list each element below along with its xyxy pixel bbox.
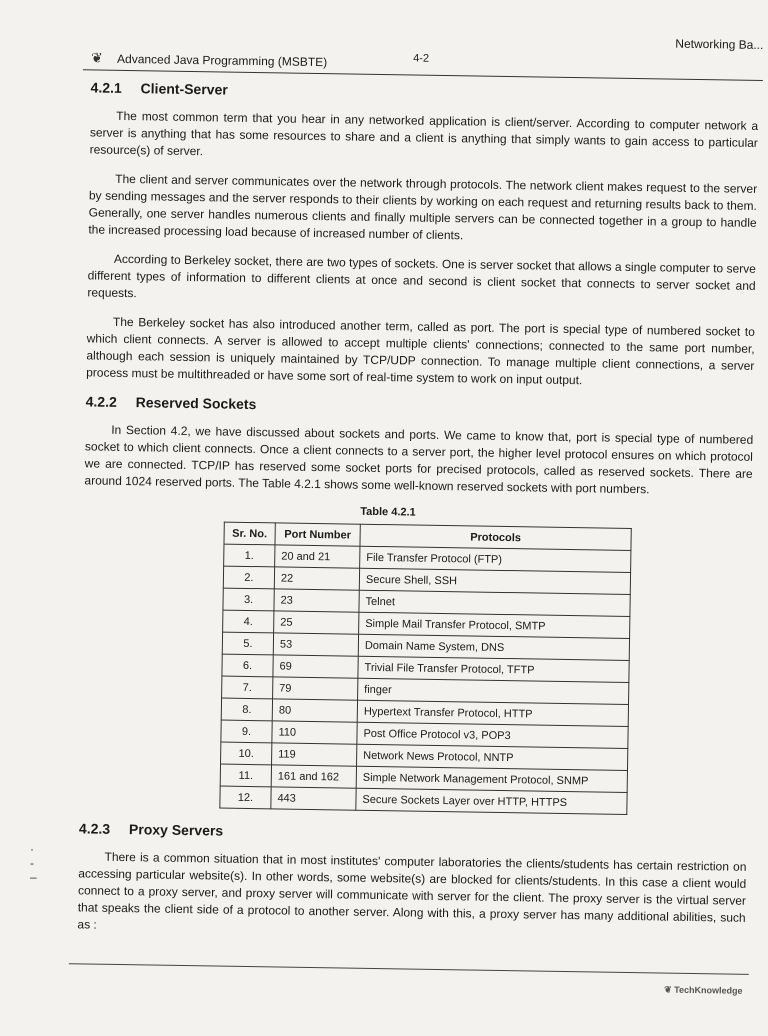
section-heading	[91, 79, 759, 105]
paragraph: There is a common situation that in most institutes' computer laboratories the clients/students has certain restriction on accessing particular website(s). In other words, some website(s) are blocked for clients/students. In this case a client would connect to a proxy server, and proxy server will communicate with server for the client. The proxy server is the virtual server that speaks the client side of a protocol to another server. Along with this, a proxy server has many additional abilities, such as :	[77, 849, 747, 932]
table-body	[220, 544, 631, 814]
section-heading	[86, 393, 754, 419]
protocol-cell: Network News Protocol, NNTP	[357, 744, 628, 770]
paragraph: According to Berkeley socket, there are two types of sockets. One is server socket that allows a single computer to serve different types of information to different clients at once and second is client socket that connects to server socket and requests.	[87, 251, 756, 301]
sr-no-cell: 5.	[222, 632, 273, 655]
publisher-emblem-icon: ❦	[90, 49, 103, 66]
port-number-cell: 53	[273, 633, 358, 656]
section-title: Client-Server	[140, 80, 228, 98]
port-number-cell: 25	[274, 611, 359, 634]
protocol-cell: Trivial File Transfer Protocol, TFTP	[358, 656, 629, 682]
sr-no-cell: 1.	[224, 544, 275, 567]
section-title: Proxy Servers	[128, 821, 224, 839]
table-caption: Table 4.2.1	[360, 505, 416, 519]
sr-no-cell: 10.	[221, 742, 272, 765]
running-header	[83, 36, 764, 81]
port-number-cell: 161 and 162	[271, 765, 356, 788]
port-number-cell: 443	[271, 787, 356, 810]
column-header: Sr. No.	[224, 522, 275, 545]
section-client-server	[86, 79, 759, 391]
publisher-logo: ❦ TechKnowledge	[664, 984, 743, 996]
section-proxy-servers	[77, 820, 747, 943]
protocol-cell: Secure Sockets Layer over HTTP, HTTPS	[356, 788, 627, 814]
port-number-cell: 22	[274, 567, 359, 590]
page-number: 4-2	[413, 52, 430, 65]
section-title: Reserved Sockets	[135, 394, 257, 413]
protocol-cell: finger	[358, 678, 629, 704]
sr-no-cell: 12.	[220, 786, 271, 809]
sr-no-cell: 11.	[220, 764, 271, 787]
paragraph: The most common term that you hear in any networked application is client/server. According to computer network a server is anything that has some resources to share and a client is anything that simply wants to gain access to particular resource(s) of server.	[89, 108, 759, 159]
paragraph: The client and server communicates over the network through protocols. The network client makes request to the server by sending messages and the server responds to their clients by working on each request and returning results back to them. Generally, one server handles numerous clients and finally multiple servers can be connected together in a group to handle the increased processing load because of increased number of clients.	[88, 171, 758, 243]
port-number-cell: 69	[273, 655, 358, 678]
reserved-sockets-table	[219, 522, 631, 815]
book-title: Advanced Java Programming (MSBTE)	[116, 51, 328, 70]
port-number-cell: 80	[272, 699, 357, 722]
protocol-cell: Domain Name System, DNS	[358, 634, 629, 660]
section-reserved-sockets	[79, 393, 753, 816]
column-header: Port Number	[275, 523, 360, 546]
protocol-cell: Post Office Protocol v3, POP3	[357, 722, 628, 748]
port-number-cell: 119	[272, 743, 357, 766]
paragraph: The Berkeley socket has also introduced another term, called as port. The port is special type of numbered socket to which client connects. A server is allowed to accept multiple clients' connections; connected to the same port number, although each session is uniquely maintained by TCP/UDP connection. To manage multiple client connections, a server process must be multithreaded or have some sort of real-time system to work on input output.	[86, 314, 755, 388]
section-number: 4.2.2	[85, 393, 117, 410]
protocol-cell: Hypertext Transfer Protocol, HTTP	[357, 700, 628, 726]
protocol-cell: Secure Shell, SSH	[359, 568, 630, 594]
sr-no-cell: 2.	[223, 566, 274, 589]
port-number-cell: 79	[273, 677, 358, 700]
protocol-cell: File Transfer Protocol (FTP)	[360, 546, 631, 572]
sr-no-cell: 8.	[221, 698, 272, 721]
section-number: 4.2.3	[78, 820, 111, 837]
sr-no-cell: 7.	[222, 676, 273, 699]
protocol-cell: Simple Network Management Protocol, SNMP	[356, 766, 627, 792]
paragraph: In Section 4.2, we have discussed about sockets and ports. We came to know that, port is special type of numbered socket to which client connects. Once a client connects to a server port, the higher level protocol ensures on which protocol we are connected. TCP/IP has reserved some socket ports for precised protocols, called as reserved sockets. There are around 1024 reserved ports. The Table 4.2.1 shows some well-known reserved sockets with port numbers.	[84, 422, 754, 497]
footer-rule	[69, 963, 749, 975]
sr-no-cell: 6.	[222, 654, 273, 677]
sr-no-cell: 4.	[223, 610, 274, 633]
protocol-cell: Simple Mail Transfer Protocol, SMTP	[359, 612, 630, 638]
section-number: 4.2.1	[90, 79, 122, 96]
column-header: Protocols	[360, 524, 631, 550]
page-content	[77, 79, 759, 955]
sr-no-cell: 3.	[223, 588, 274, 611]
port-number-cell: 23	[274, 589, 359, 612]
sr-no-cell: 9.	[221, 720, 272, 743]
protocol-cell: Telnet	[359, 590, 630, 616]
chapter-title: Networking Ba...	[675, 36, 764, 52]
margin-marks: · - –	[30, 842, 37, 884]
port-number-cell: 110	[272, 721, 357, 744]
port-number-cell: 20 and 21	[275, 545, 360, 568]
